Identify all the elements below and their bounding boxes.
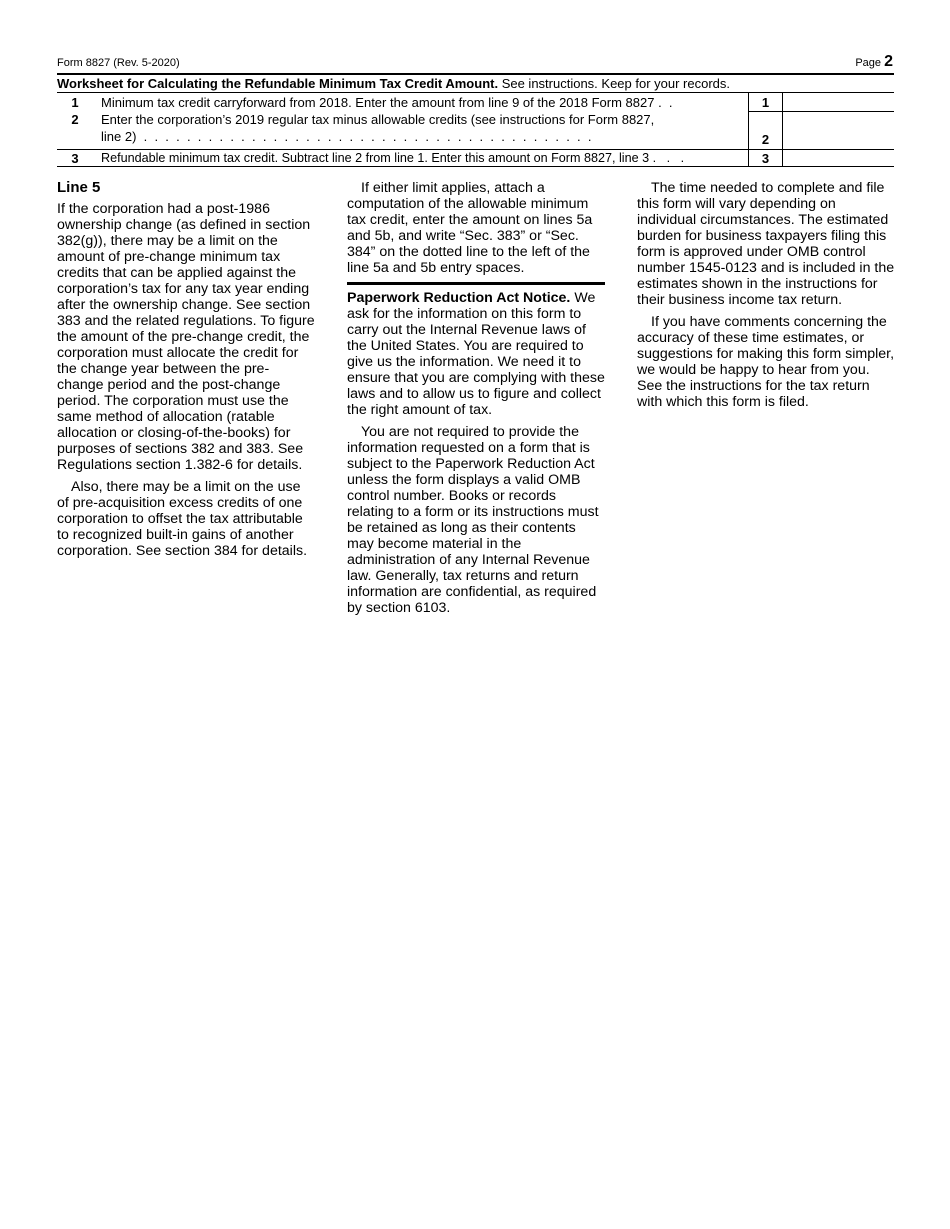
pra-text: We ask for the information on this form to carry out the Internal Revenue laws of the United States. You are required to give us the information. We need it to ensure that you are complying with these laws and to allow us to figure and collect the right amount of tax. — [347, 290, 605, 418]
line-3-amount[interactable] — [784, 150, 892, 167]
worksheet-title — [57, 76, 730, 91]
line-1-box-label: 1 — [761, 95, 770, 110]
worksheet-title-bold: Worksheet for Calculating the Refundable Minimum Tax Credit Amount. — [57, 76, 499, 91]
line-3-box-label: 3 — [761, 151, 770, 166]
line-3-text: Refundable minimum tax credit. Subtract line 2 from line 1. Enter this amount on Form 8827, line 3 . . . — [101, 151, 685, 165]
page-number — [855, 53, 893, 71]
page-number-value: 2 — [884, 53, 893, 70]
box-right-border — [782, 92, 783, 166]
limit-paragraph: If either limit applies, attach a computation of the allowable minimum tax credit, enter the amount on lines 5a and 5b, and write “Sec. 383” or “Sec. 384” on the dotted line to the left of the line 5a and 5b entry spaces. — [347, 180, 593, 276]
line-2-text: Enter the corporation’s 2019 regular tax minus allowable credits (see instructions for Form 8827, — [101, 112, 655, 127]
line-1-text: Minimum tax credit carryforward from 2018. Enter the amount from line 9 of the 2018 Form 8827 . . — [101, 95, 673, 110]
column-2 — [347, 180, 605, 622]
comments-paragraph: If you have comments concerning the accuracy of these time estimates, or suggestions for making this form simpler, we would be happy to hear from you. See the instructions for the tax return with which this form is filed. — [637, 314, 895, 410]
column-1 — [57, 180, 315, 565]
form-id: Form 8827 (Rev. 5-2020) — [57, 57, 180, 69]
pra-paragraph — [347, 290, 605, 418]
line-1-amount[interactable] — [784, 93, 892, 110]
worksheet-rule-2 — [749, 111, 894, 112]
worksheet-title-rest: See instructions. Keep for your records. — [498, 76, 731, 91]
line-2-box-label: 2 — [761, 132, 770, 147]
line-5-paragraph-2: Also, there may be a limit on the use of pre-acquisition excess credits of one corporation to offset the tax attributable to recognized built-in gains of another corporation. See section 384 for details. — [57, 479, 308, 559]
top-rule — [57, 73, 894, 75]
line-5-paragraph-1: If the corporation had a post-1986 ownership change (as defined in section 382(g)), there may be a limit on the amount of pre-change minimum tax credits that can be applied against the corporation’s tax for any tax year ending after the ownership change. See section 383 and the related regulations. To figure the amount of the pre-change credit, the corporation must allocate the credit for the change year between the pre-change period and the post-change period. The corporation must use the same method of allocation (ratable allocation or closing-of-the-books) for purposes of sections 382 and 383. See Regulations section 1.382-6 for details. — [57, 201, 315, 473]
line-1-number: 1 — [71, 95, 79, 110]
line-2-number: 2 — [71, 112, 79, 127]
worksheet-rule-1 — [57, 92, 894, 93]
line-2-text-cont: line 2) . . . . . . . . . . . . . . . . . . . . . . . . . . . . . . . . . . . . . . . . . . — [101, 129, 592, 144]
section-divider — [347, 282, 605, 285]
omb-paragraph: You are not required to provide the information requested on a form that is subject to the Paperwork Reduction Act unless the form displays a valid OMB control number. Books or records relating to a form or its instructions must be retained as long as their contents may become material in the administration of any Internal Revenue law. Generally, tax returns and return information are confidential, as required by section 6103. — [347, 424, 599, 616]
line-3-number: 3 — [71, 151, 79, 166]
line-2-amount[interactable] — [784, 130, 892, 147]
column-3 — [637, 180, 895, 416]
burden-paragraph: The time needed to complete and file this form will vary depending on individual circumstances. The estimated burden for business taxpayers filing this form is approved under OMB control number 1545-0123 and is included in the estimates shown in the instructions for their business income tax return. — [637, 180, 895, 308]
worksheet-rule-3 — [57, 149, 894, 150]
worksheet-rule-4 — [57, 166, 894, 167]
page-label: Page — [855, 57, 882, 69]
pra-heading: Paperwork Reduction Act Notice. — [347, 290, 571, 306]
line-5-heading: Line 5 — [57, 179, 101, 196]
